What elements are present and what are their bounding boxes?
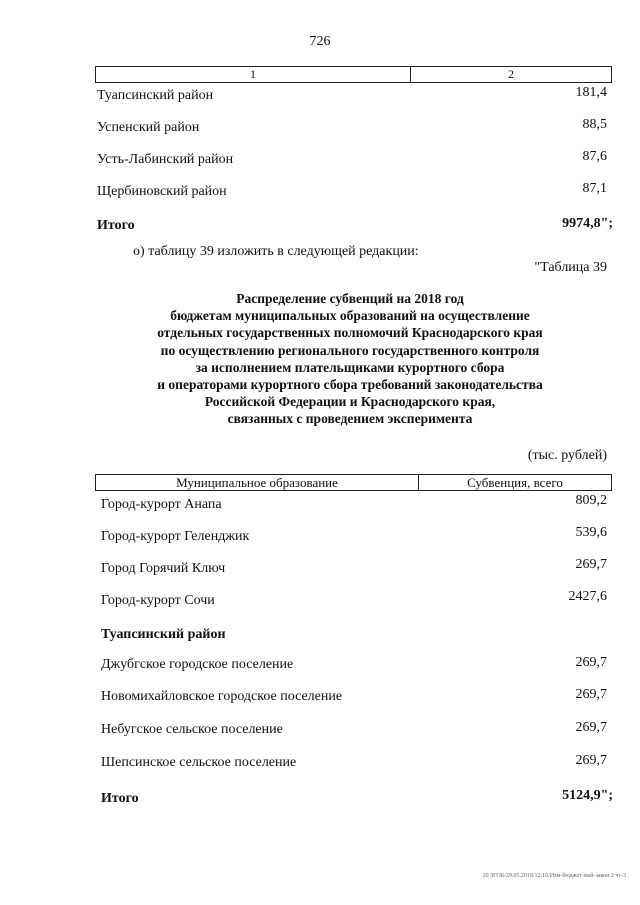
- table2-section-heading: Туапсинский район: [101, 627, 226, 642]
- table2-row-name: Небугское сельское поселение: [101, 722, 283, 737]
- table2-row-value: 269,7: [575, 557, 607, 572]
- title-line: Распределение субвенций на 2018 год: [236, 291, 464, 306]
- title-line: за исполнением плательщиками курортного сбора: [195, 359, 505, 375]
- table2-row-name: Шепсинское сельское поселение: [101, 755, 297, 770]
- table2-row-value: 269,7: [575, 753, 607, 768]
- table2-total-label: Итого: [101, 791, 139, 806]
- table-title: [90, 290, 610, 428]
- table-caption: "Таблица 39: [534, 260, 607, 275]
- table1-header: [95, 66, 612, 83]
- table2-row-value: 539,6: [575, 525, 607, 540]
- table1-row-name: Успенский район: [97, 120, 200, 135]
- table2-row-name: Новомихайловское городское поселение: [101, 689, 343, 704]
- title-line: связанных с проведением эксперимента: [227, 411, 473, 427]
- title-line: отдельных государственных полномочий Краснодарского края: [157, 325, 543, 341]
- table2-row-name: Город Горячий Ключ: [101, 561, 226, 576]
- table2-header-col2: Субвенция, всего: [467, 475, 563, 490]
- table2-row-value: 269,7: [575, 655, 607, 670]
- table1-header-col1: 1: [96, 67, 411, 82]
- table2-row-value: 269,7: [575, 720, 607, 735]
- table1-total-value: 9974,8";: [562, 216, 613, 231]
- units-label: (тыс. рублей): [527, 448, 607, 463]
- table2-row-name: Город-курорт Геленджик: [101, 529, 250, 544]
- table1-row-value: 87,6: [582, 149, 607, 164]
- table1-row-value: 87,1: [582, 181, 607, 196]
- table2-row-name: Джубгское городское поселение: [101, 657, 294, 672]
- table1-row-value: 181,4: [575, 85, 607, 100]
- amendment-text: о) таблицу 39 изложить в следующей редакции:: [133, 244, 419, 259]
- title-line: по осуществлению регионального государственного контроля: [160, 342, 540, 358]
- table2-header-col1: Муниципальное образование: [96, 475, 419, 490]
- table2-row-value: 809,2: [575, 493, 607, 508]
- table2-row-value: 269,7: [575, 687, 607, 702]
- table1-header-col2: 2: [508, 67, 514, 81]
- title-line: бюджетам муниципальных образований на осуществление: [170, 308, 530, 324]
- table1-row-name: Щербиновский район: [97, 184, 227, 199]
- table1-row-value: 88,5: [582, 117, 607, 132]
- table2-row-value: 2427,6: [568, 589, 607, 604]
- table1-total-label: Итого: [97, 218, 135, 233]
- table1-row-name: Усть-Лабинский район: [97, 152, 234, 167]
- table2-total-value: 5124,9";: [562, 788, 613, 803]
- title-line: и операторами курортного сбора требований законодательства: [157, 377, 543, 393]
- table1-row-name: Туапсинский район: [97, 88, 214, 103]
- table2-row-name: Город-курорт Анапа: [101, 497, 222, 512]
- footer-stamp: 20 ЗГОБ/29.05.2018/12:10/Изм-бюджет-май-закон 2 чт-3: [482, 873, 626, 879]
- table2-row-name: Город-курорт Сочи: [101, 593, 215, 608]
- table2-header: [95, 474, 612, 491]
- page-number: 726: [309, 34, 331, 49]
- title-line: Российской Федерации и Краснодарского края,: [204, 394, 496, 410]
